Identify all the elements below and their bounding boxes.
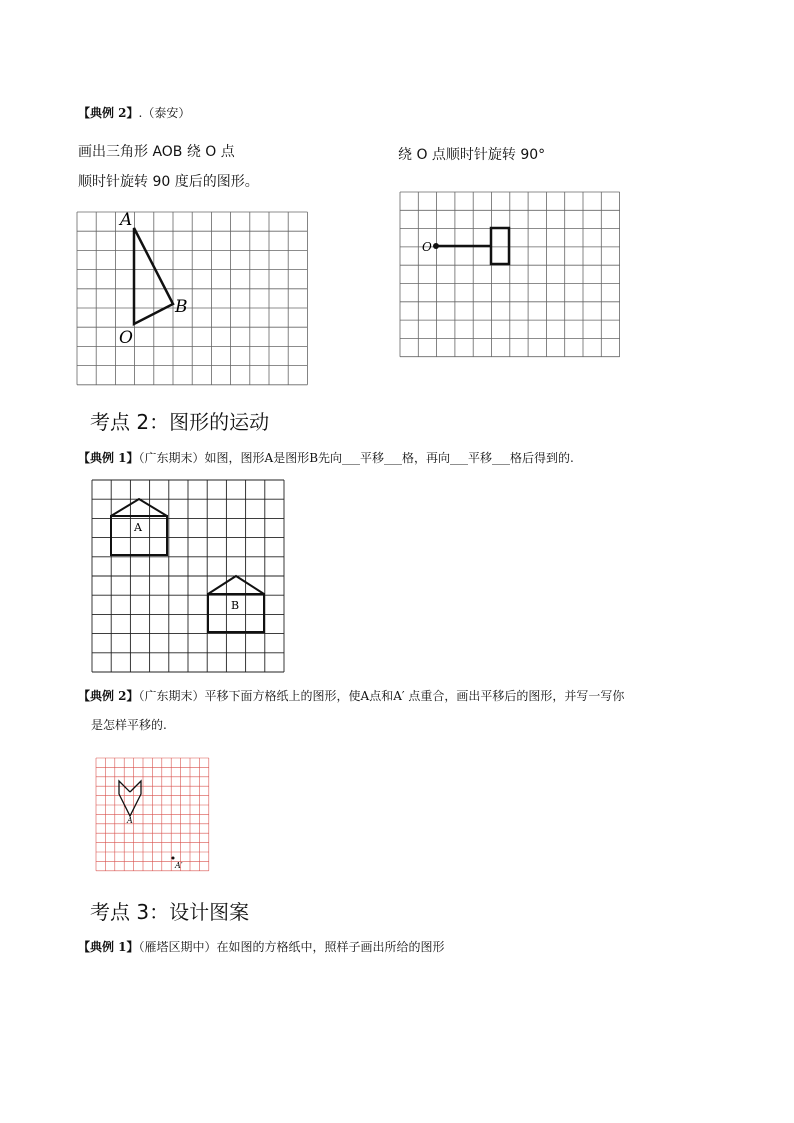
example-tag-label: 【典例 1】 <box>78 940 139 954</box>
section3-ex1 <box>78 938 445 955</box>
example-tag-label: 【典例 2】 <box>78 689 139 703</box>
point-label-o: O <box>119 328 133 348</box>
point-label-b: B <box>175 297 188 317</box>
example-text: （广东期末）如图，图形A是图形B先向___平移___格，再向___平移___格后得到的. <box>138 451 574 465</box>
example-text: （雁塔区期中）在如图的方格纸中，照样子画出所给的图形 <box>138 940 445 954</box>
example-text-line-2: 是怎样平移的. <box>91 718 167 732</box>
example-tag-label: 【典例 1】 <box>78 451 139 465</box>
red-grid <box>96 758 209 871</box>
problem-left-line-2: 顺时针旋转 90 度后的图形。 <box>78 174 259 190</box>
point-label-a: A <box>120 210 133 230</box>
point-label-a-prime: A′ <box>175 861 183 870</box>
problem-right-line: 绕 O 点顺时针旋转 90° <box>398 147 546 163</box>
section-2-title: 考点 2：图形的运动 <box>90 410 270 434</box>
example-tag-label: 【典例 2】 <box>78 106 139 120</box>
point-a-prime <box>172 857 175 860</box>
problem-left-line-1: 画出三角形 AOB 绕 O 点 <box>78 144 235 160</box>
point-label-a: A <box>127 816 133 825</box>
example-source: .（泰安） <box>138 106 191 120</box>
house-a-label: A <box>134 521 142 534</box>
point-label-o: O <box>422 240 432 254</box>
house-b-label: B <box>231 599 240 612</box>
section-3-title: 考点 3：设计图案 <box>90 900 250 924</box>
example-text-line-1: （广东期末）平移下面方格纸上的图形，使A点和A′ 点重合，画出平移后的图形，并写一写你 <box>138 689 625 703</box>
